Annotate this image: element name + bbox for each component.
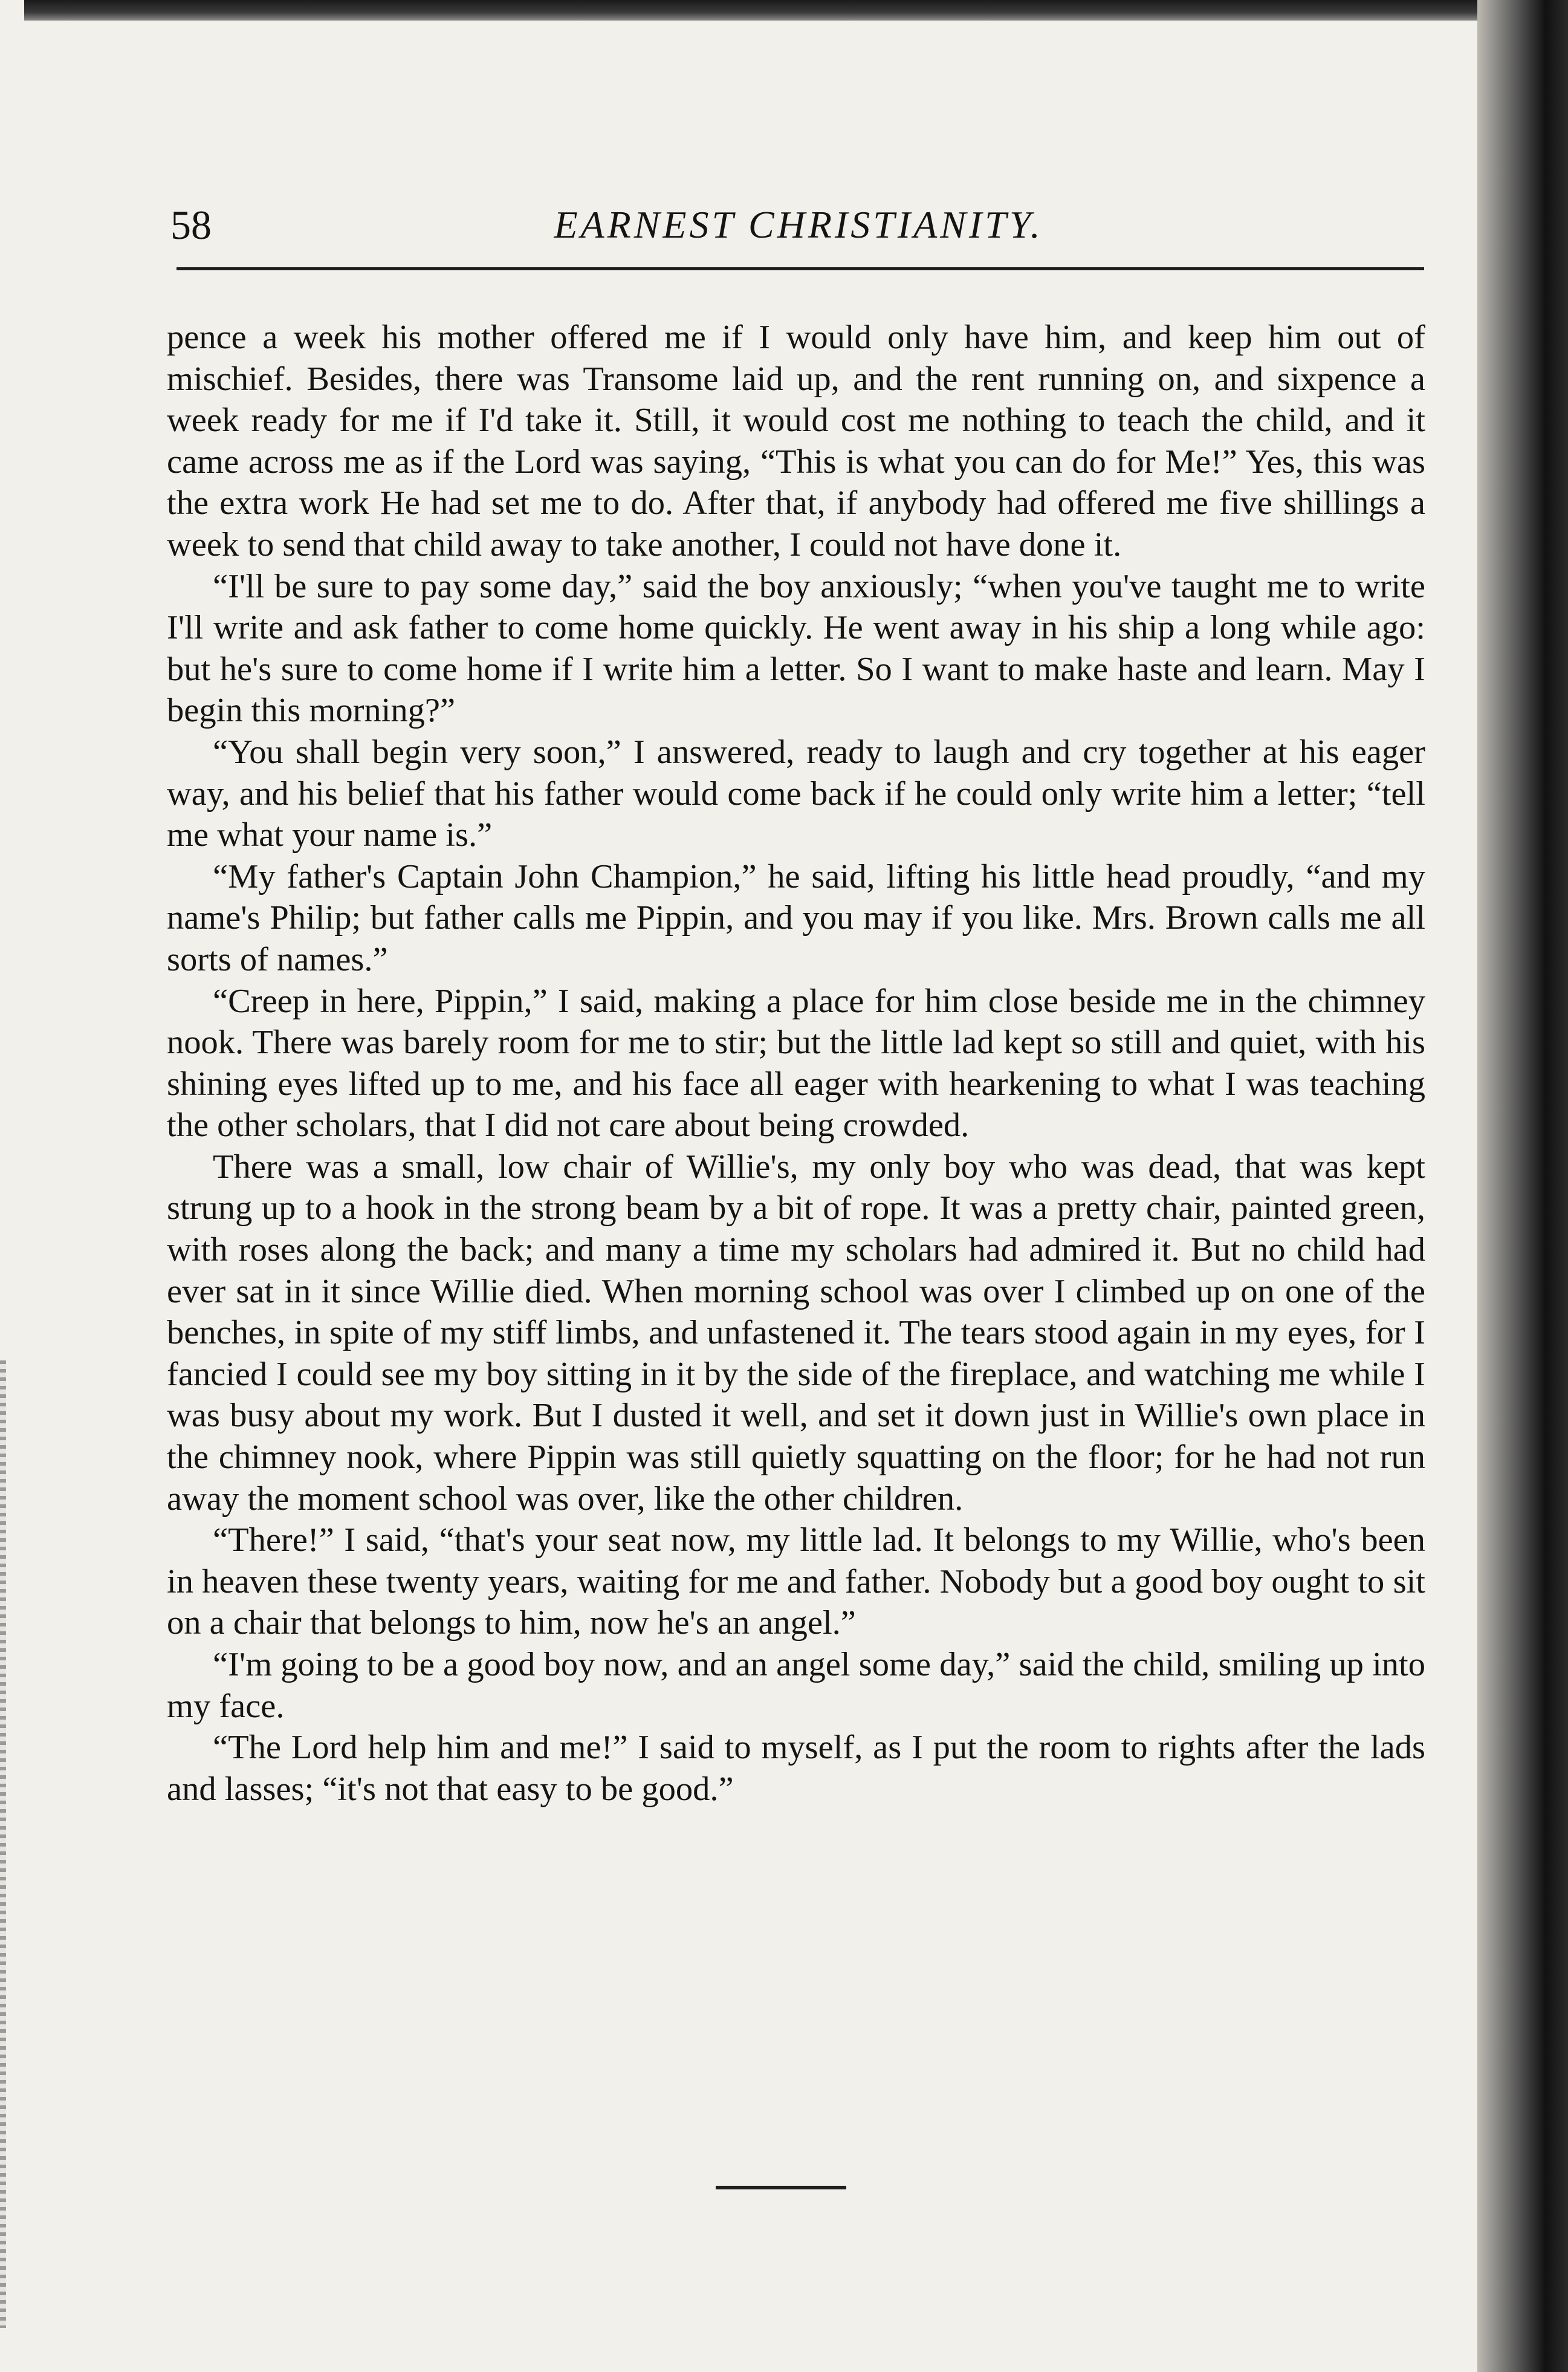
running-title: EARNEST CHRISTIANITY. (554, 203, 1043, 246)
page-header (170, 195, 1427, 255)
paragraph: “There!” I said, “that's your seat now, my little lad. It belongs to my Willie, who's been in heaven these twenty years, waiting for me and father. Nobody but a good boy ought to sit on a chair that belongs to him, now he's an angel.” (167, 1521, 1425, 1642)
paragraph: “The Lord help him and me!” I said to myself, as I put the room to rights after the lads and lasses; “it's not that easy to be good.” (167, 1729, 1425, 1808)
text-body (167, 317, 1425, 1810)
paragraph: “My father's Captain John Champion,” he said, lifting his little head proudly, “and my name's Philip; but father calls me Pippin, and you may if you like. Mrs. Brown calls me all sorts of names.” (167, 857, 1425, 978)
paragraph: “You shall begin very soon,” I answered, ready to laugh and cry together at his eager way, and his belief that his father would come back if he could only write him a letter; “tell me what your name is.” (167, 733, 1425, 854)
paragraph: There was a small, low chair of Willie's, my only boy who was dead, that was kept strung up to a hook in the strong beam by a bit of rope. It was a pretty chair, painted green, with roses along the back; and many a time my scholars had admired it. But no child had ever sat in it since Willie died. When morning school was over I climbed up on one of the benches, in spite of my stiff limbs, and unfastened it. The tears stood again in my eyes, for I fancied I could see my boy sitting in it by the side of the fireplace, and watching me while I was busy about my work. But I dusted it well, and set it down just in Willie's own place in the chimney nook, where Pippin was still quietly squatting on the floor; for he had not run away the moment school was over, like the other children. (167, 1148, 1425, 1518)
header-rule (177, 267, 1424, 270)
page-right-edge-shadow (1477, 0, 1568, 2372)
section-end-rule (716, 2186, 846, 2189)
page-top-edge-shadow (24, 0, 1532, 21)
page-left-edge-shadow (0, 1360, 6, 2328)
paragraph: “I'll be sure to pay some day,” said the boy anxiously; “when you've taught me to write I'll write and ask father to come home quickly. He went away in his ship a long while ago: but he's sure to come home if I write him a letter. So I want to make haste and learn. May I begin this morning?” (167, 567, 1425, 730)
paragraph: “I'm going to be a good boy now, and an angel some day,” said the child, smiling up into my face. (167, 1646, 1425, 1725)
paragraph: pence a week his mother offered me if I would only have him, and keep him out of mischief. Besides, there was Transome laid up, and the rent running on, and sixpence a week ready for me if I'd take it. Still, it would cost me nothing to teach the child, and it came across me as if the Lord was saying, “This is what you can do for Me!” Yes, this was the extra work He had set me to do. After that, if anybody had offered me five shillings a week to send that child away to take another, I could not have done it. (167, 319, 1425, 564)
page-number: 58 (170, 202, 212, 248)
paragraph: “Creep in here, Pippin,” I said, making a place for him close beside me in the chimney nook. There was barely room for me to stir; but the little lad kept so still and quiet, with his shining eyes lifted up to me, and his face all eager with hearkening to what I was teaching the other scholars, that I did not care about being crowded. (167, 982, 1425, 1145)
